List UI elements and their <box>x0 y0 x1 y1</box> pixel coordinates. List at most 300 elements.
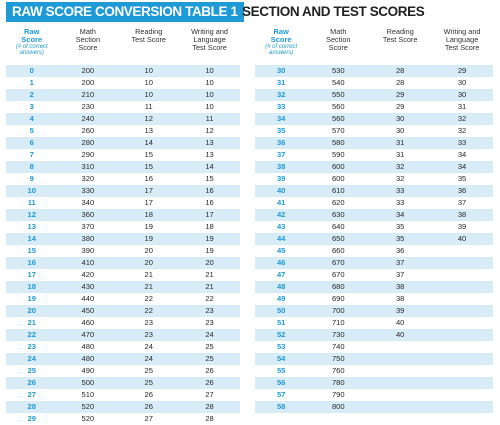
raw-score-cell: 54 <box>255 353 307 365</box>
raw-score-cell: 2 <box>6 89 57 101</box>
reading-score-cell: 39 <box>369 305 431 317</box>
reading-score-cell <box>369 389 431 401</box>
reading-score-cell: 26 <box>118 401 179 413</box>
writing-score-cell: 17 <box>179 209 240 221</box>
raw-score-cell: 38 <box>255 161 307 173</box>
raw-score-cell: 10 <box>6 185 57 197</box>
table-row <box>255 197 493 209</box>
reading-score-cell: 22 <box>118 305 179 317</box>
reading-score-cell: 14 <box>118 137 179 149</box>
reading-score-cell: 20 <box>144 246 153 255</box>
table-row <box>255 305 493 317</box>
reading-score-cell <box>369 377 431 389</box>
reading-score-cell: 21 <box>118 281 179 293</box>
raw-score-cell: 32 <box>255 89 307 101</box>
writing-score-cell: 28 <box>179 401 240 413</box>
reading-score-cell: 10 <box>144 78 153 87</box>
writing-score-cell: 27 <box>205 390 214 399</box>
writing-score-cell: 13 <box>179 137 240 149</box>
raw-score-cell: 7 <box>29 150 34 159</box>
writing-score-cell <box>431 317 493 329</box>
table-row <box>255 329 493 341</box>
reading-score-cell: 24 <box>144 342 153 351</box>
math-score-cell: 690 <box>331 294 345 303</box>
writing-score-cell: 30 <box>431 89 493 101</box>
raw-score-cell: 52 <box>255 329 307 341</box>
math-score-cell: 790 <box>331 390 345 399</box>
reading-score-cell: 16 <box>144 174 153 183</box>
math-score-header: Math Section Score <box>326 27 351 52</box>
raw-score-cell: 34 <box>255 113 307 125</box>
raw-score-cell: 36 <box>255 137 307 149</box>
raw-score-cell: 20 <box>6 305 57 317</box>
raw-score-cell: 35 <box>276 126 286 135</box>
raw-score-cell: 42 <box>255 209 307 221</box>
math-score-cell: 520 <box>57 401 118 413</box>
table-row <box>255 257 493 269</box>
title-row <box>0 0 500 26</box>
raw-score-cell: 16 <box>6 257 57 269</box>
reading-score-cell <box>369 401 431 413</box>
right-table-body <box>255 65 493 413</box>
table-row <box>255 173 493 185</box>
table-row <box>255 113 493 125</box>
writing-score-cell: 11 <box>179 113 240 125</box>
reading-score-cell: 27 <box>144 414 153 423</box>
math-score-cell: 750 <box>307 353 369 365</box>
table-row <box>6 389 240 401</box>
table-row <box>6 401 240 413</box>
raw-score-cell: 41 <box>276 198 286 207</box>
reading-score-cell: 13 <box>144 126 153 135</box>
writing-score-cell <box>431 389 493 401</box>
table-row <box>6 77 240 89</box>
math-score-cell: 320 <box>81 174 95 183</box>
math-score-cell: 620 <box>331 198 345 207</box>
writing-score-cell <box>431 293 493 305</box>
writing-score-cell: 19 <box>205 246 214 255</box>
table-row <box>255 281 493 293</box>
table-row <box>255 341 493 353</box>
writing-score-cell: 12 <box>205 126 214 135</box>
writing-score-cell: 16 <box>205 198 214 207</box>
raw-score-cell: 17 <box>27 270 36 279</box>
math-score-cell: 470 <box>57 329 118 341</box>
reading-score-cell: 35 <box>369 233 431 245</box>
table-row <box>6 317 240 329</box>
table-row <box>255 161 493 173</box>
math-score-cell: 280 <box>57 137 118 149</box>
raw-score-cell: 22 <box>6 329 57 341</box>
table-row <box>255 317 493 329</box>
table-row <box>255 377 493 389</box>
math-score-cell: 200 <box>57 65 118 77</box>
math-score-cell: 560 <box>307 113 369 125</box>
left-table-half <box>6 26 240 425</box>
writing-score-cell: 20 <box>179 257 240 269</box>
reading-score-cell: 38 <box>369 281 431 293</box>
raw-score-cell: 4 <box>6 113 57 125</box>
writing-score-cell <box>431 245 493 257</box>
writing-score-cell: 10 <box>179 89 240 101</box>
raw-score-cell: 49 <box>276 294 286 303</box>
table-row <box>6 185 240 197</box>
reading-score-cell: 25 <box>118 377 179 389</box>
math-score-cell: 260 <box>81 126 95 135</box>
writing-score-cell: 26 <box>205 366 214 375</box>
reading-score-cell: 31 <box>395 150 405 159</box>
raw-score-cell: 37 <box>276 150 286 159</box>
writing-score-cell: 33 <box>431 137 493 149</box>
table-row <box>6 101 240 113</box>
table-row <box>6 161 240 173</box>
writing-score-cell: 34 <box>431 161 493 173</box>
writing-score-cell <box>431 329 493 341</box>
writing-score-cell: 24 <box>179 329 240 341</box>
math-score-cell: 560 <box>331 102 345 111</box>
raw-score-cell: 5 <box>29 126 34 135</box>
reading-score-cell: 15 <box>144 150 153 159</box>
table-row <box>6 281 240 293</box>
math-score-cell: 340 <box>81 198 95 207</box>
reading-score-cell: 29 <box>395 102 405 111</box>
raw-score-cell: 12 <box>6 209 57 221</box>
reading-score-cell: 11 <box>144 102 153 111</box>
math-score-cell: 610 <box>307 185 369 197</box>
math-score-cell: 450 <box>57 305 118 317</box>
reading-score-cell <box>369 365 431 377</box>
reading-score-cell: 10 <box>118 89 179 101</box>
reading-score-cell: 21 <box>144 270 153 279</box>
writing-score-cell: 29 <box>431 65 493 77</box>
writing-score-cell: 21 <box>205 270 214 279</box>
reading-score-cell: 34 <box>369 209 431 221</box>
reading-score-cell: 17 <box>144 198 153 207</box>
table-row <box>255 137 493 149</box>
left-table-body <box>6 65 240 425</box>
raw-score-header: Raw Score (# of correct answers) <box>15 27 48 56</box>
reading-score-cell: 37 <box>369 257 431 269</box>
reading-score-cell: 22 <box>144 294 153 303</box>
math-score-cell: 510 <box>81 390 95 399</box>
math-score-cell: 590 <box>331 150 345 159</box>
raw-score-header: Raw Score (# of correct answers) <box>265 27 298 56</box>
writing-score-cell: 40 <box>431 233 493 245</box>
table-row <box>6 353 240 365</box>
table-row <box>6 257 240 269</box>
reading-score-cell: 28 <box>395 78 405 87</box>
reading-score-cell: 26 <box>144 390 153 399</box>
raw-score-cell: 19 <box>27 294 36 303</box>
reading-score-cell: 29 <box>369 89 431 101</box>
writing-score-cell: 13 <box>205 150 214 159</box>
writing-score-cell: 21 <box>179 281 240 293</box>
raw-score-cell: 6 <box>6 137 57 149</box>
math-score-cell: 370 <box>81 222 95 231</box>
reading-score-cell: 24 <box>118 353 179 365</box>
table-row <box>255 389 493 401</box>
math-score-cell: 500 <box>57 377 118 389</box>
table-row <box>255 65 493 77</box>
math-score-cell: 670 <box>331 270 345 279</box>
reading-score-cell <box>369 341 431 353</box>
raw-score-cell: 31 <box>276 78 286 87</box>
table-row <box>6 365 240 377</box>
math-score-cell: 520 <box>81 414 95 423</box>
math-score-cell: 360 <box>57 209 118 221</box>
math-score-cell: 330 <box>57 185 118 197</box>
table-row <box>6 329 240 341</box>
raw-score-cell: 50 <box>255 305 307 317</box>
writing-score-cell: 34 <box>457 150 467 159</box>
math-score-cell: 650 <box>307 233 369 245</box>
writing-score-cell: 30 <box>457 78 467 87</box>
raw-score-cell: 29 <box>27 414 36 423</box>
table-row <box>255 293 493 305</box>
math-score-cell: 670 <box>307 257 369 269</box>
raw-score-cell: 25 <box>27 366 36 375</box>
math-score-cell: 570 <box>331 126 345 135</box>
math-score-cell: 710 <box>331 318 345 327</box>
math-score-cell: 640 <box>331 222 345 231</box>
reading-score-cell: 12 <box>118 113 179 125</box>
reading-score-cell: 36 <box>395 246 405 255</box>
math-score-cell: 240 <box>57 113 118 125</box>
raw-score-cell: 48 <box>255 281 307 293</box>
table-subtitle: SECTION AND TEST SCORES <box>242 4 425 19</box>
header-row <box>255 26 493 65</box>
raw-score-cell: 43 <box>276 222 286 231</box>
writing-score-cell <box>431 269 493 281</box>
writing-score-cell <box>431 365 493 377</box>
math-score-cell: 310 <box>57 161 118 173</box>
writing-score-cell <box>431 257 493 269</box>
reading-score-cell: 23 <box>144 318 153 327</box>
raw-score-cell: 57 <box>276 390 286 399</box>
math-score-cell: 600 <box>307 161 369 173</box>
reading-score-cell: 25 <box>144 366 153 375</box>
table-row <box>6 305 240 317</box>
reading-score-cell: 30 <box>369 113 431 125</box>
right-table-half <box>255 26 493 413</box>
reading-score-cell: 19 <box>144 222 153 231</box>
writing-score-cell <box>431 401 493 413</box>
raw-score-cell: 40 <box>255 185 307 197</box>
score-table-left <box>6 26 240 425</box>
table-row <box>255 353 493 365</box>
table-row <box>6 197 240 209</box>
raw-score-cell: 0 <box>6 65 57 77</box>
raw-score-cell: 11 <box>27 198 36 207</box>
table-row <box>6 377 240 389</box>
writing-score-cell: 16 <box>179 185 240 197</box>
reading-score-cell: 37 <box>395 270 405 279</box>
table-row <box>255 149 493 161</box>
math-score-cell: 700 <box>307 305 369 317</box>
raw-score-cell: 45 <box>276 246 286 255</box>
math-score-cell: 390 <box>81 246 95 255</box>
math-score-cell: 800 <box>307 401 369 413</box>
raw-score-cell: 1 <box>29 78 34 87</box>
writing-score-cell: 39 <box>457 222 467 231</box>
conversion-tables <box>0 26 500 423</box>
reading-score-cell: 10 <box>118 65 179 77</box>
writing-score-cell: 37 <box>457 198 467 207</box>
table-row <box>6 341 240 353</box>
table-row <box>255 401 493 413</box>
table-row <box>6 137 240 149</box>
table-row <box>6 65 240 77</box>
math-score-cell: 210 <box>57 89 118 101</box>
table-row <box>6 269 240 281</box>
table-title: RAW SCORE CONVERSION TABLE 1 <box>6 2 244 22</box>
writing-score-cell: 23 <box>179 305 240 317</box>
math-score-header: Math Section Score <box>75 27 101 52</box>
math-score-cell: 580 <box>307 137 369 149</box>
table-row <box>255 125 493 137</box>
writing-score-cell: 23 <box>205 318 214 327</box>
raw-score-cell: 27 <box>27 390 36 399</box>
table-row <box>6 113 240 125</box>
raw-score-cell: 8 <box>6 161 57 173</box>
raw-score-cell: 18 <box>6 281 57 293</box>
raw-score-cell: 21 <box>27 318 36 327</box>
raw-score-cell: 9 <box>29 174 34 183</box>
reading-score-cell: 15 <box>118 161 179 173</box>
math-score-cell: 230 <box>81 102 95 111</box>
table-row <box>255 77 493 89</box>
writing-score-cell: 35 <box>457 174 467 183</box>
reading-score-cell: 17 <box>118 185 179 197</box>
writing-score-cell: 15 <box>205 174 214 183</box>
math-score-cell: 420 <box>81 270 95 279</box>
math-score-cell: 530 <box>307 65 369 77</box>
table-row <box>6 245 240 257</box>
math-score-cell: 740 <box>331 342 345 351</box>
writing-score-cell: 14 <box>179 161 240 173</box>
raw-score-cell: 47 <box>276 270 286 279</box>
raw-score-cell: 56 <box>255 377 307 389</box>
math-score-cell: 410 <box>57 257 118 269</box>
table-row <box>6 209 240 221</box>
writing-score-cell: 25 <box>179 353 240 365</box>
math-score-cell: 380 <box>57 233 118 245</box>
math-score-cell: 430 <box>57 281 118 293</box>
writing-score-cell: 26 <box>179 377 240 389</box>
raw-score-cell: 28 <box>6 401 57 413</box>
table-row <box>6 293 240 305</box>
reading-score-cell: 23 <box>118 329 179 341</box>
table-row <box>255 89 493 101</box>
reading-score-cell: 28 <box>369 65 431 77</box>
math-score-cell: 200 <box>81 78 95 87</box>
writing-score-cell: 18 <box>205 222 214 231</box>
raw-score-cell: 15 <box>27 246 36 255</box>
raw-score-cell: 14 <box>6 233 57 245</box>
math-score-cell: 460 <box>81 318 95 327</box>
reading-score-cell <box>369 353 431 365</box>
writing-score-cell: 22 <box>205 294 214 303</box>
math-score-cell: 480 <box>81 342 95 351</box>
raw-score-cell: 26 <box>6 377 57 389</box>
reading-score-cell: 33 <box>395 198 405 207</box>
raw-score-cell: 46 <box>255 257 307 269</box>
math-score-cell: 550 <box>307 89 369 101</box>
writing-score-cell: 38 <box>431 209 493 221</box>
table-row <box>6 89 240 101</box>
math-score-cell: 730 <box>307 329 369 341</box>
math-score-cell: 290 <box>81 150 95 159</box>
reading-score-cell: 31 <box>369 137 431 149</box>
reading-score-cell: 40 <box>369 329 431 341</box>
writing-score-header: Writing and Language Test Score <box>443 27 481 52</box>
header-row <box>6 26 240 65</box>
raw-score-cell: 58 <box>255 401 307 413</box>
reading-score-cell: 38 <box>395 294 405 303</box>
raw-score-cell: 23 <box>27 342 36 351</box>
raw-score-cell: 30 <box>255 65 307 77</box>
math-score-cell: 600 <box>331 174 345 183</box>
raw-score-cell: 55 <box>276 366 286 375</box>
writing-score-cell <box>431 281 493 293</box>
table-row <box>6 413 240 425</box>
table-row <box>255 233 493 245</box>
table-row <box>255 269 493 281</box>
writing-score-cell: 28 <box>205 414 214 423</box>
math-score-cell: 760 <box>331 366 345 375</box>
math-score-cell: 630 <box>307 209 369 221</box>
writing-score-cell: 25 <box>205 342 214 351</box>
table-row <box>255 209 493 221</box>
raw-score-cell: 39 <box>276 174 286 183</box>
raw-score-cell: 51 <box>276 318 286 327</box>
reading-score-cell: 33 <box>369 185 431 197</box>
writing-score-cell: 32 <box>431 113 493 125</box>
reading-score-cell: 20 <box>118 257 179 269</box>
writing-score-cell: 36 <box>431 185 493 197</box>
math-score-cell: 440 <box>81 294 95 303</box>
raw-score-cell: 3 <box>29 102 34 111</box>
table-row <box>6 149 240 161</box>
writing-score-cell: 10 <box>205 102 214 111</box>
table-row <box>6 125 240 137</box>
reading-score-cell: 40 <box>395 318 405 327</box>
table-row <box>6 233 240 245</box>
reading-score-cell: 35 <box>395 222 405 231</box>
reading-score-cell: 32 <box>395 174 405 183</box>
raw-score-cell: 13 <box>27 222 36 231</box>
raw-score-cell: 33 <box>276 102 286 111</box>
table-row <box>255 221 493 233</box>
writing-score-cell: 19 <box>179 233 240 245</box>
math-score-cell: 660 <box>331 246 345 255</box>
table-row <box>255 365 493 377</box>
score-table-right <box>255 26 493 413</box>
reading-score-cell: 19 <box>118 233 179 245</box>
writing-score-cell: 32 <box>457 126 467 135</box>
writing-score-cell <box>431 377 493 389</box>
math-score-cell: 490 <box>81 366 95 375</box>
math-score-cell: 480 <box>57 353 118 365</box>
table-row <box>6 173 240 185</box>
writing-score-cell: 31 <box>457 102 467 111</box>
raw-score-cell: 44 <box>255 233 307 245</box>
table-row <box>255 101 493 113</box>
writing-score-cell <box>431 341 493 353</box>
table-row <box>255 185 493 197</box>
table-row <box>6 221 240 233</box>
writing-score-cell <box>431 353 493 365</box>
